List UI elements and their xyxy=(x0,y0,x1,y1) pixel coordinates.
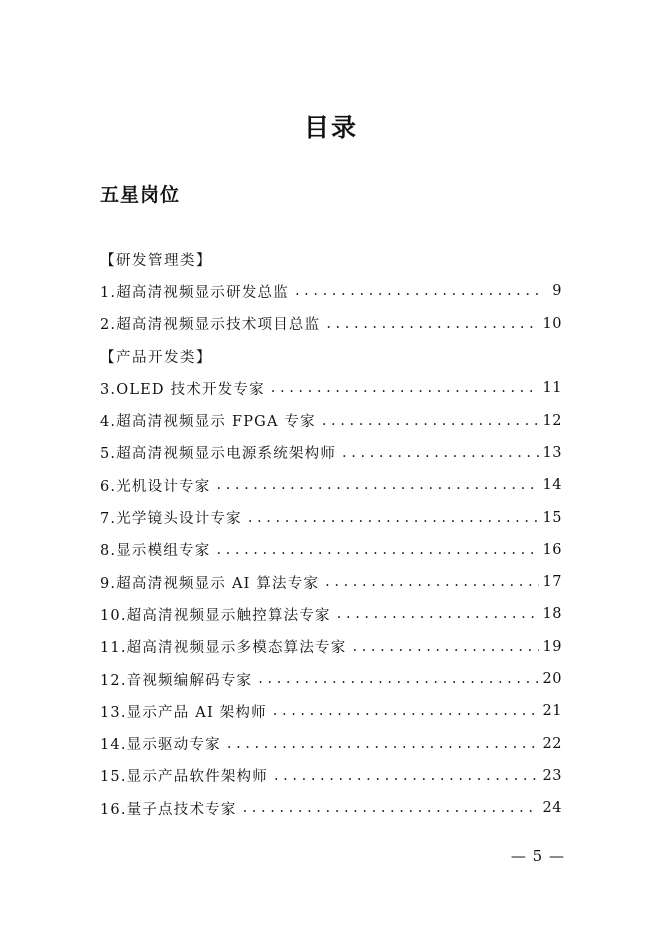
toc-entry[interactable] xyxy=(100,727,562,759)
dot-leader xyxy=(326,316,538,332)
toc-entry[interactable] xyxy=(100,663,562,695)
toc-entry[interactable] xyxy=(100,566,562,598)
toc-entry-page-number: 22 xyxy=(542,735,562,752)
toc-entry-page-number: 13 xyxy=(542,444,562,461)
toc-entry[interactable] xyxy=(100,437,562,469)
dot-leader xyxy=(258,671,538,687)
toc-entry[interactable] xyxy=(100,469,562,501)
toc-category-label: 【产品开发类】 xyxy=(100,349,212,366)
toc-entry-page-number: 15 xyxy=(542,509,562,526)
toc-entry[interactable] xyxy=(100,275,562,307)
toc-entry-title: 9.超高清视频显示 AI 算法专家 xyxy=(100,575,320,592)
toc-entry-title: 10.超高清视频显示触控算法专家 xyxy=(100,607,331,624)
dot-leader xyxy=(216,477,538,493)
toc-entry-title: 15.显示产品软件架构师 xyxy=(100,769,268,786)
toc-entry[interactable] xyxy=(100,598,562,630)
toc-entry-title: 1.超高清视频显示研发总监 xyxy=(100,284,289,301)
toc-entry[interactable] xyxy=(100,760,562,792)
toc-entry[interactable] xyxy=(100,308,562,340)
toc-entry[interactable] xyxy=(100,534,562,566)
toc-entry-title: 11.超高清视频显示多模态算法专家 xyxy=(100,640,347,657)
dot-leader xyxy=(295,283,544,299)
toc-entry-title: 4.超高清视频显示 FPGA 专家 xyxy=(100,414,316,431)
page-title: 目录 xyxy=(303,113,358,142)
page-number-footer: — 5 — xyxy=(510,847,565,865)
toc-entry[interactable] xyxy=(100,372,562,404)
dot-leader xyxy=(273,703,539,719)
toc-entry-title: 5.超高清视频显示电源系统架构师 xyxy=(100,446,337,463)
toc-entry-title: 7.光学镜头设计专家 xyxy=(100,511,242,528)
dot-leader xyxy=(325,574,538,590)
toc-category-label: 【研发管理类】 xyxy=(100,252,212,269)
toc-entry-title: 12.音视频编解码专家 xyxy=(100,672,253,689)
dot-leader xyxy=(227,736,539,752)
dot-leader xyxy=(271,380,539,396)
toc-entry-page-number: 9 xyxy=(552,283,562,300)
dot-leader xyxy=(352,639,538,655)
toc-entry-page-number: 24 xyxy=(542,800,562,817)
toc-entry[interactable] xyxy=(100,792,562,824)
toc-entry[interactable] xyxy=(100,631,562,663)
dot-leader xyxy=(322,413,539,429)
dot-leader xyxy=(216,542,538,558)
toc-entry[interactable] xyxy=(100,404,562,436)
toc-entry-title: 6.光机设计专家 xyxy=(100,478,211,495)
dot-leader xyxy=(337,606,539,622)
toc-entry-title: 8.显示模组专家 xyxy=(100,543,211,560)
toc-entry-page-number: 23 xyxy=(542,767,562,784)
toc-entry-page-number: 20 xyxy=(542,671,562,687)
toc-entry-title: 3.OLED 技术开发专家 xyxy=(100,381,265,398)
toc-entry[interactable] xyxy=(100,695,562,727)
toc-entry-page-number: 18 xyxy=(542,606,562,623)
toc-entry[interactable] xyxy=(100,501,562,533)
toc-entry-title: 14.显示驱动专家 xyxy=(100,737,221,754)
toc-entry-page-number: 12 xyxy=(542,412,562,429)
toc-entry-page-number: 17 xyxy=(542,574,562,591)
dot-leader xyxy=(274,768,539,784)
toc-entry-page-number: 16 xyxy=(542,541,562,558)
toc-entry-page-number: 10 xyxy=(542,315,562,332)
toc-entry-title: 13.显示产品 AI 架构师 xyxy=(100,704,267,721)
dot-leader xyxy=(248,510,539,526)
toc-entry-page-number: 14 xyxy=(542,477,562,494)
toc-entry-title: 16.量子点技术专家 xyxy=(100,801,237,818)
section-heading: 五星岗位 xyxy=(100,184,181,206)
table-of-contents xyxy=(100,243,562,824)
dot-leader xyxy=(243,800,539,816)
toc-entry-page-number: 19 xyxy=(542,638,562,655)
toc-entry-title: 2.超高清视频显示技术项目总监 xyxy=(100,317,321,334)
dot-leader xyxy=(342,445,539,461)
toc-entry-page-number: 21 xyxy=(542,703,562,720)
toc-category xyxy=(100,243,562,275)
toc-entry-page-number: 11 xyxy=(542,380,562,397)
toc-category xyxy=(100,340,562,372)
